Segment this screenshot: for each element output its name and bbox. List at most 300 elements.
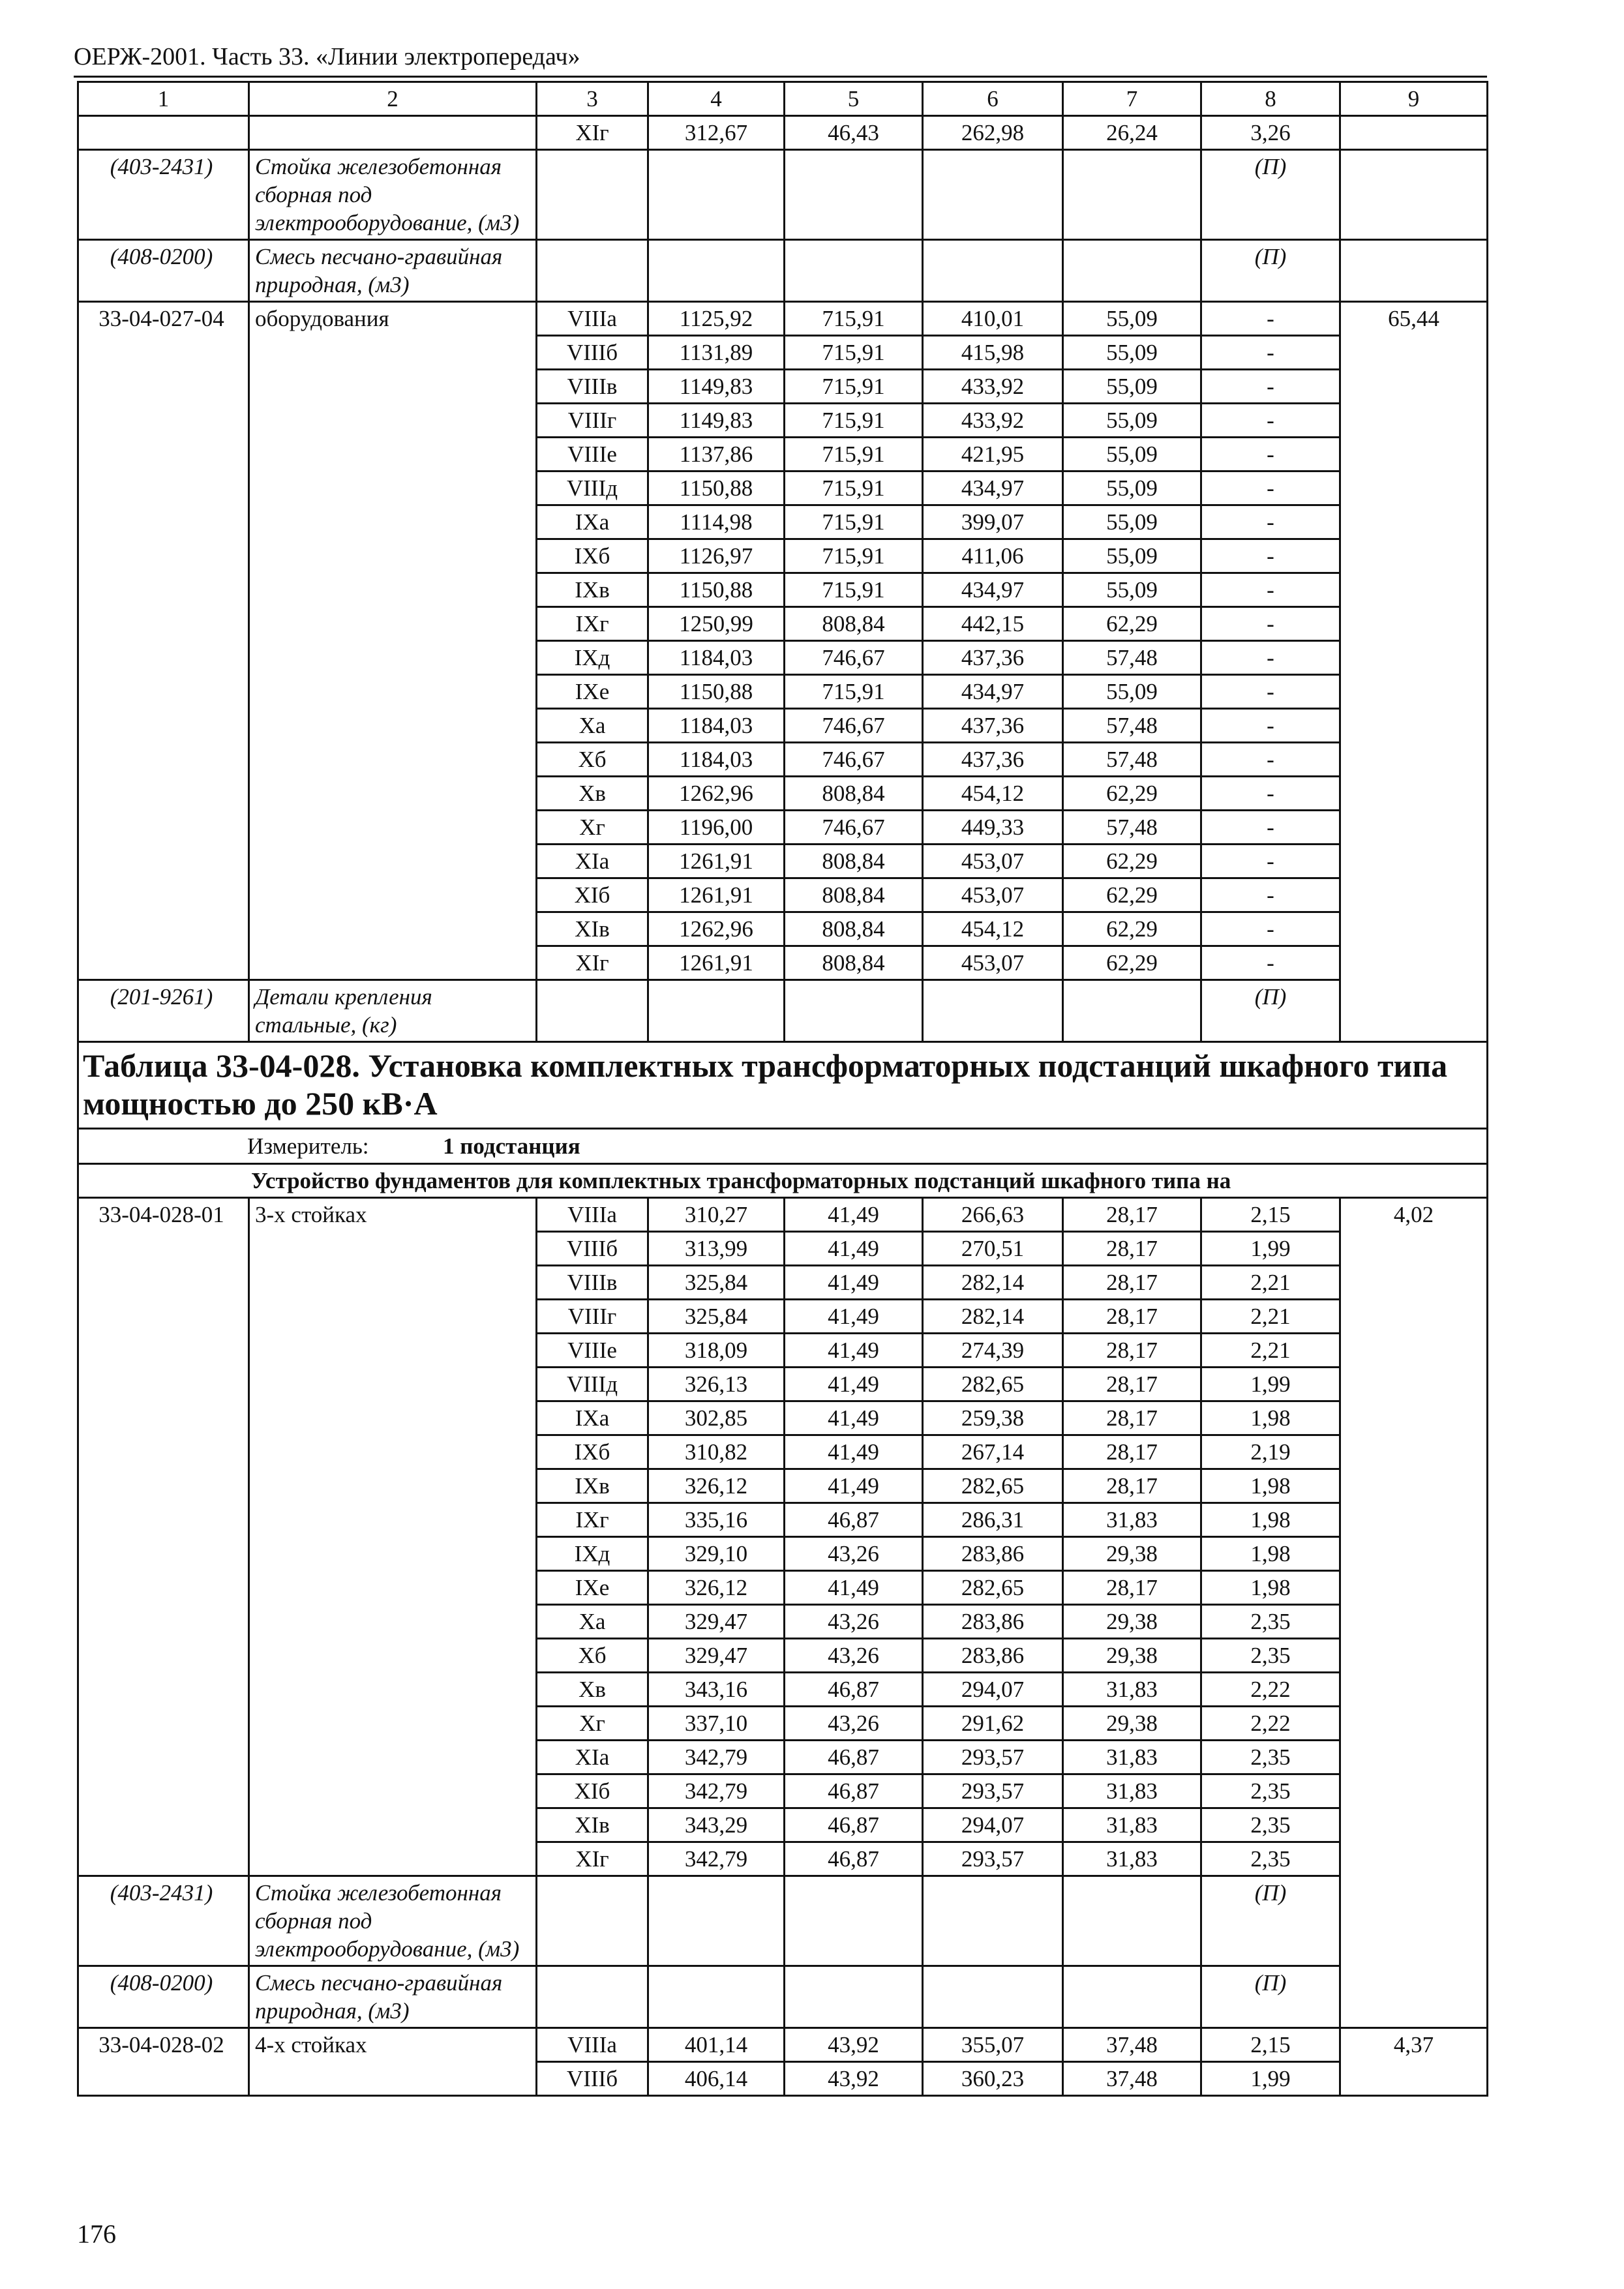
column-index-8: 8 — [1201, 82, 1340, 116]
total-cost: 1184,03 — [648, 743, 785, 777]
region-zone: VIIIа — [537, 302, 648, 336]
total-cost: 1150,88 — [648, 675, 785, 709]
column-index-3: 3 — [537, 82, 648, 116]
region-zone: XIа — [537, 845, 648, 878]
total-cost: 1149,83 — [648, 370, 785, 404]
total-cost: 318,09 — [648, 1334, 785, 1368]
empty-cell-2 — [249, 116, 537, 150]
labor-wages: 41,49 — [785, 1571, 923, 1605]
region-zone: VIIIб — [537, 2062, 648, 2096]
machine-cost: 291,62 — [923, 1707, 1063, 1741]
empty-cell-3 — [537, 1966, 648, 2028]
machine-cost: 282,65 — [923, 1368, 1063, 1401]
total-cost: 1262,96 — [648, 777, 785, 811]
materials-cost: - — [1201, 505, 1340, 539]
materials-cost: 2,21 — [1201, 1266, 1340, 1300]
table-title: Таблица 33-04-028. Установка комплектных трансформаторных подстанций шкафного типа мощностью до 250 кВ·А — [78, 1042, 1488, 1129]
labor-wages: 43,26 — [785, 1707, 923, 1741]
materials-cost: - — [1201, 845, 1340, 878]
empty-cell-4 — [648, 240, 785, 302]
material-code: (201-9261) — [78, 980, 249, 1042]
machine-wages: 55,09 — [1063, 370, 1201, 404]
machine-wages: 55,09 — [1063, 302, 1201, 336]
empty-cell-6 — [923, 980, 1063, 1042]
total-cost: 1261,91 — [648, 878, 785, 912]
machine-cost: 294,07 — [923, 1808, 1063, 1842]
total-cost: 325,84 — [648, 1266, 785, 1300]
materials-cost: 2,35 — [1201, 1774, 1340, 1808]
labor-wages: 808,84 — [785, 946, 923, 980]
column-index-1: 1 — [78, 82, 249, 116]
total-cost: 313,99 — [648, 1232, 785, 1266]
empty-cell-7 — [1063, 1876, 1201, 1966]
empty-cell-7 — [1063, 1966, 1201, 2028]
empty-cell-9 — [1340, 116, 1488, 150]
empty-cell-5 — [785, 980, 923, 1042]
materials-cost: - — [1201, 811, 1340, 845]
total-cost: 401,14 — [648, 2028, 785, 2062]
machine-cost: 433,92 — [923, 370, 1063, 404]
labor-wages: 46,87 — [785, 1741, 923, 1774]
column-index-9: 9 — [1340, 82, 1488, 116]
machine-cost: 267,14 — [923, 1435, 1063, 1469]
machine-wages: 31,83 — [1063, 1774, 1201, 1808]
data-row — [78, 116, 1488, 150]
machine-wages: 29,38 — [1063, 1707, 1201, 1741]
materials-cost: 2,21 — [1201, 1334, 1340, 1368]
section-title: Устройство фундаментов для комплектных трансформаторных подстанций шкафного типа на — [78, 1164, 1488, 1198]
machine-wages: 28,17 — [1063, 1469, 1201, 1503]
materials-cost: - — [1201, 709, 1340, 743]
region-zone: VIIIе — [537, 1334, 648, 1368]
labor-wages: 715,91 — [785, 370, 923, 404]
labor-wages: 746,67 — [785, 743, 923, 777]
column-index-row — [78, 82, 1488, 116]
labor-wages: 41,49 — [785, 1300, 923, 1334]
total-cost: 343,29 — [648, 1808, 785, 1842]
machine-wages: 57,48 — [1063, 709, 1201, 743]
empty-cell-7 — [1063, 240, 1201, 302]
machine-cost: 283,86 — [923, 1537, 1063, 1571]
machine-cost: 270,51 — [923, 1232, 1063, 1266]
labor-wages: 715,91 — [785, 505, 923, 539]
empty-cell-6 — [923, 150, 1063, 240]
machine-wages: 28,17 — [1063, 1300, 1201, 1334]
machine-wages: 28,17 — [1063, 1266, 1201, 1300]
total-cost: 326,12 — [648, 1469, 785, 1503]
column-index-6: 6 — [923, 82, 1063, 116]
empty-cell-5 — [785, 1876, 923, 1966]
materials-cost: 3,26 — [1201, 116, 1340, 150]
machine-wages: 55,09 — [1063, 675, 1201, 709]
data-row — [78, 302, 1488, 336]
materials-cost: - — [1201, 641, 1340, 675]
region-zone: Xв — [537, 777, 648, 811]
labor-hours: 65,44 — [1340, 302, 1488, 1042]
labor-wages: 41,49 — [785, 1469, 923, 1503]
labor-wages: 41,49 — [785, 1401, 923, 1435]
region-zone: VIIIа — [537, 1198, 648, 1232]
region-zone: IXе — [537, 675, 648, 709]
labor-wages: 43,26 — [785, 1639, 923, 1673]
total-cost: 302,85 — [648, 1401, 785, 1435]
labor-wages: 715,91 — [785, 675, 923, 709]
total-cost: 342,79 — [648, 1842, 785, 1876]
labor-wages: 43,26 — [785, 1537, 923, 1571]
empty-cell-9 — [1340, 240, 1488, 302]
labor-wages: 41,49 — [785, 1435, 923, 1469]
machine-cost: 360,23 — [923, 2062, 1063, 2096]
material-row — [78, 1876, 1488, 1966]
total-cost: 325,84 — [648, 1300, 785, 1334]
region-zone: Xа — [537, 709, 648, 743]
region-zone: XIг — [537, 116, 648, 150]
machine-wages: 55,09 — [1063, 505, 1201, 539]
machine-cost: 434,97 — [923, 573, 1063, 607]
materials-cost: - — [1201, 946, 1340, 980]
labor-wages: 41,49 — [785, 1266, 923, 1300]
material-row — [78, 150, 1488, 240]
materials-cost: 2,22 — [1201, 1707, 1340, 1741]
machine-cost: 399,07 — [923, 505, 1063, 539]
materials-cost: 1,98 — [1201, 1401, 1340, 1435]
total-cost: 312,67 — [648, 116, 785, 150]
total-cost: 1126,97 — [648, 539, 785, 573]
total-cost: 406,14 — [648, 2062, 785, 2096]
data-row — [78, 2028, 1488, 2062]
machine-cost: 294,07 — [923, 1673, 1063, 1707]
total-cost: 1262,96 — [648, 912, 785, 946]
labor-wages: 715,91 — [785, 539, 923, 573]
empty-cell-6 — [923, 240, 1063, 302]
machine-wages: 55,09 — [1063, 404, 1201, 438]
region-zone: XIв — [537, 912, 648, 946]
labor-wages: 46,87 — [785, 1673, 923, 1707]
measure-value: 1 подстанция — [443, 1133, 580, 1159]
total-cost: 1114,98 — [648, 505, 785, 539]
machine-wages: 29,38 — [1063, 1537, 1201, 1571]
region-zone: IXб — [537, 539, 648, 573]
material-row — [78, 240, 1488, 302]
material-code: (408-0200) — [78, 1966, 249, 2028]
machine-wages: 31,83 — [1063, 1673, 1201, 1707]
machine-cost: 411,06 — [923, 539, 1063, 573]
machine-wages: 29,38 — [1063, 1639, 1201, 1673]
machine-cost: 437,36 — [923, 641, 1063, 675]
empty-cell-3 — [537, 1876, 648, 1966]
header-rule — [74, 76, 1487, 78]
materials-cost: 2,15 — [1201, 2028, 1340, 2062]
region-zone: Xв — [537, 1673, 648, 1707]
total-cost: 329,47 — [648, 1639, 785, 1673]
machine-wages: 26,24 — [1063, 116, 1201, 150]
region-zone: Xг — [537, 811, 648, 845]
total-cost: 342,79 — [648, 1774, 785, 1808]
labor-wages: 715,91 — [785, 336, 923, 370]
region-zone: VIIIд — [537, 471, 648, 505]
machine-wages: 55,09 — [1063, 471, 1201, 505]
material-row — [78, 980, 1488, 1042]
region-zone: Xб — [537, 1639, 648, 1673]
machine-cost: 355,07 — [923, 2028, 1063, 2062]
materials-cost: 2,35 — [1201, 1605, 1340, 1639]
empty-cell-4 — [648, 150, 785, 240]
machine-wages: 28,17 — [1063, 1368, 1201, 1401]
machine-cost: 454,12 — [923, 777, 1063, 811]
total-cost: 1250,99 — [648, 607, 785, 641]
labor-wages: 808,84 — [785, 878, 923, 912]
machine-cost: 437,36 — [923, 709, 1063, 743]
materials-cost: 1,98 — [1201, 1503, 1340, 1537]
region-zone: IXд — [537, 1537, 648, 1571]
materials-cost: 2,35 — [1201, 1808, 1340, 1842]
materials-cost: 1,98 — [1201, 1469, 1340, 1503]
labor-wages: 715,91 — [785, 404, 923, 438]
total-cost: 1149,83 — [648, 404, 785, 438]
machine-cost: 282,65 — [923, 1571, 1063, 1605]
total-cost: 1137,86 — [648, 438, 785, 471]
machine-cost: 434,97 — [923, 471, 1063, 505]
materials-cost: 1,98 — [1201, 1537, 1340, 1571]
region-zone: IXг — [537, 1503, 648, 1537]
machine-wages: 29,38 — [1063, 1605, 1201, 1639]
region-zone: VIIIд — [537, 1368, 648, 1401]
machine-cost: 415,98 — [923, 336, 1063, 370]
region-zone: IXг — [537, 607, 648, 641]
total-cost: 1150,88 — [648, 471, 785, 505]
machine-cost: 259,38 — [923, 1401, 1063, 1435]
material-name: Смесь песчано-гравийная природная, (м3) — [249, 1966, 537, 2028]
empty-cell-5 — [785, 240, 923, 302]
materials-cost: 2,35 — [1201, 1741, 1340, 1774]
machine-wages: 57,48 — [1063, 641, 1201, 675]
column-index-7: 7 — [1063, 82, 1201, 116]
materials-cost: 2,22 — [1201, 1673, 1340, 1707]
machine-cost: 453,07 — [923, 878, 1063, 912]
material-name: Стойка железобетонная сборная под электрооборудование, (м3) — [249, 1876, 537, 1966]
material-code: (403-2431) — [78, 150, 249, 240]
labor-hours: 4,37 — [1340, 2028, 1488, 2096]
machine-wages: 37,48 — [1063, 2062, 1201, 2096]
machine-wages: 62,29 — [1063, 946, 1201, 980]
machine-cost: 434,97 — [923, 675, 1063, 709]
region-zone: Xа — [537, 1605, 648, 1639]
machine-cost: 266,63 — [923, 1198, 1063, 1232]
region-zone: VIIIе — [537, 438, 648, 471]
region-zone: VIIIа — [537, 2028, 648, 2062]
material-mark: (П) — [1201, 1966, 1340, 2028]
machine-wages: 62,29 — [1063, 607, 1201, 641]
region-zone: XIг — [537, 1842, 648, 1876]
machine-cost: 282,14 — [923, 1300, 1063, 1334]
materials-cost: - — [1201, 573, 1340, 607]
machine-cost: 433,92 — [923, 404, 1063, 438]
material-mark: (П) — [1201, 240, 1340, 302]
machine-wages: 62,29 — [1063, 845, 1201, 878]
total-cost: 1150,88 — [648, 573, 785, 607]
materials-cost: 2,21 — [1201, 1300, 1340, 1334]
rate-code: 33-04-028-01 — [78, 1198, 249, 1876]
labor-wages: 46,87 — [785, 1774, 923, 1808]
material-row — [78, 1966, 1488, 2028]
material-name: Стойка железобетонная сборная под электрооборудование, (м3) — [249, 150, 537, 240]
region-zone: IXа — [537, 505, 648, 539]
machine-wages: 28,17 — [1063, 1435, 1201, 1469]
measure-label: Измеритель: — [247, 1133, 369, 1159]
machine-cost: 442,15 — [923, 607, 1063, 641]
machine-cost: 453,07 — [923, 946, 1063, 980]
data-row — [78, 1198, 1488, 1232]
labor-wages: 715,91 — [785, 471, 923, 505]
material-name: Детали крепления стальные, (кг) — [249, 980, 537, 1042]
materials-cost: - — [1201, 539, 1340, 573]
labor-wages: 41,49 — [785, 1334, 923, 1368]
region-zone: XIб — [537, 878, 648, 912]
labor-wages: 46,87 — [785, 1842, 923, 1876]
machine-cost: 293,57 — [923, 1774, 1063, 1808]
materials-cost: 2,15 — [1201, 1198, 1340, 1232]
total-cost: 1184,03 — [648, 709, 785, 743]
table-title-row — [78, 1042, 1488, 1129]
machine-wages: 55,09 — [1063, 438, 1201, 471]
materials-cost: - — [1201, 336, 1340, 370]
region-zone: IXв — [537, 1469, 648, 1503]
materials-cost: - — [1201, 675, 1340, 709]
machine-wages: 55,09 — [1063, 573, 1201, 607]
rates-table-body — [78, 82, 1488, 2096]
materials-cost: 2,35 — [1201, 1842, 1340, 1876]
labor-wages: 46,87 — [785, 1808, 923, 1842]
machine-cost: 293,57 — [923, 1741, 1063, 1774]
labor-wages: 746,67 — [785, 709, 923, 743]
total-cost: 343,16 — [648, 1673, 785, 1707]
empty-cell-3 — [537, 980, 648, 1042]
region-zone: XIг — [537, 946, 648, 980]
empty-cell-5 — [785, 1966, 923, 2028]
machine-cost: 453,07 — [923, 845, 1063, 878]
labor-wages: 715,91 — [785, 573, 923, 607]
machine-cost: 274,39 — [923, 1334, 1063, 1368]
total-cost: 329,10 — [648, 1537, 785, 1571]
materials-cost: - — [1201, 471, 1340, 505]
region-zone: Xб — [537, 743, 648, 777]
labor-wages: 808,84 — [785, 607, 923, 641]
rates-table — [77, 81, 1488, 2097]
region-zone: XIб — [537, 1774, 648, 1808]
labor-wages: 808,84 — [785, 777, 923, 811]
material-name: Смесь песчано-гравийная природная, (м3) — [249, 240, 537, 302]
empty-cell-3 — [537, 240, 648, 302]
machine-wages: 62,29 — [1063, 878, 1201, 912]
total-cost: 326,12 — [648, 1571, 785, 1605]
total-cost: 310,27 — [648, 1198, 785, 1232]
machine-wages: 28,17 — [1063, 1198, 1201, 1232]
machine-wages: 55,09 — [1063, 539, 1201, 573]
labor-wages: 46,43 — [785, 116, 923, 150]
machine-cost: 282,14 — [923, 1266, 1063, 1300]
page-number: 176 — [77, 2219, 116, 2249]
region-zone: IXд — [537, 641, 648, 675]
empty-cell-7 — [1063, 980, 1201, 1042]
empty-cell-4 — [648, 1876, 785, 1966]
machine-wages: 28,17 — [1063, 1401, 1201, 1435]
empty-cell-6 — [923, 1966, 1063, 2028]
labor-wages: 41,49 — [785, 1198, 923, 1232]
rate-code: 33-04-027-04 — [78, 302, 249, 980]
machine-wages: 62,29 — [1063, 912, 1201, 946]
total-cost: 335,16 — [648, 1503, 785, 1537]
section-row — [78, 1164, 1488, 1198]
machine-wages: 62,29 — [1063, 777, 1201, 811]
materials-cost: - — [1201, 777, 1340, 811]
total-cost: 1184,03 — [648, 641, 785, 675]
machine-cost: 421,95 — [923, 438, 1063, 471]
machine-cost: 283,86 — [923, 1605, 1063, 1639]
materials-cost: 1,99 — [1201, 1232, 1340, 1266]
machine-cost: 283,86 — [923, 1639, 1063, 1673]
total-cost: 326,13 — [648, 1368, 785, 1401]
machine-wages: 28,17 — [1063, 1334, 1201, 1368]
material-code: (403-2431) — [78, 1876, 249, 1966]
materials-cost: - — [1201, 912, 1340, 946]
column-index-5: 5 — [785, 82, 923, 116]
material-mark: (П) — [1201, 980, 1340, 1042]
machine-wages: 31,83 — [1063, 1842, 1201, 1876]
region-zone: VIIIг — [537, 1300, 648, 1334]
materials-cost: 2,35 — [1201, 1639, 1340, 1673]
material-mark: (П) — [1201, 1876, 1340, 1966]
machine-wages: 28,17 — [1063, 1232, 1201, 1266]
region-zone: XIв — [537, 1808, 648, 1842]
machine-cost: 282,65 — [923, 1469, 1063, 1503]
empty-cell-4 — [648, 1966, 785, 2028]
labor-wages: 746,67 — [785, 641, 923, 675]
measure-cell — [78, 1129, 1488, 1164]
empty-cell-9 — [1340, 150, 1488, 240]
materials-cost: - — [1201, 438, 1340, 471]
rate-name: 3-х стойках — [249, 1198, 537, 1876]
total-cost: 329,47 — [648, 1605, 785, 1639]
empty-cell-6 — [923, 1876, 1063, 1966]
region-zone: IXе — [537, 1571, 648, 1605]
machine-wages: 57,48 — [1063, 743, 1201, 777]
machine-wages: 31,83 — [1063, 1503, 1201, 1537]
material-mark: (П) — [1201, 150, 1340, 240]
machine-cost: 437,36 — [923, 743, 1063, 777]
machine-cost: 286,31 — [923, 1503, 1063, 1537]
machine-cost: 410,01 — [923, 302, 1063, 336]
region-zone: IXб — [537, 1435, 648, 1469]
materials-cost: - — [1201, 607, 1340, 641]
rate-name: 4-х стойках — [249, 2028, 537, 2096]
empty-cell-3 — [537, 150, 648, 240]
materials-cost: 1,99 — [1201, 2062, 1340, 2096]
labor-hours: 4,02 — [1340, 1198, 1488, 2028]
empty-cell-4 — [648, 980, 785, 1042]
materials-cost: - — [1201, 404, 1340, 438]
materials-cost: 1,98 — [1201, 1571, 1340, 1605]
region-zone: IXв — [537, 573, 648, 607]
labor-wages: 808,84 — [785, 912, 923, 946]
total-cost: 1196,00 — [648, 811, 785, 845]
materials-cost: 2,19 — [1201, 1435, 1340, 1469]
total-cost: 342,79 — [648, 1741, 785, 1774]
page-header: ОЕРЖ-2001. Часть 33. «Линии электропередач» — [74, 43, 580, 70]
region-zone: VIIIв — [537, 370, 648, 404]
machine-wages: 31,83 — [1063, 1741, 1201, 1774]
materials-cost: - — [1201, 878, 1340, 912]
total-cost: 1261,91 — [648, 845, 785, 878]
